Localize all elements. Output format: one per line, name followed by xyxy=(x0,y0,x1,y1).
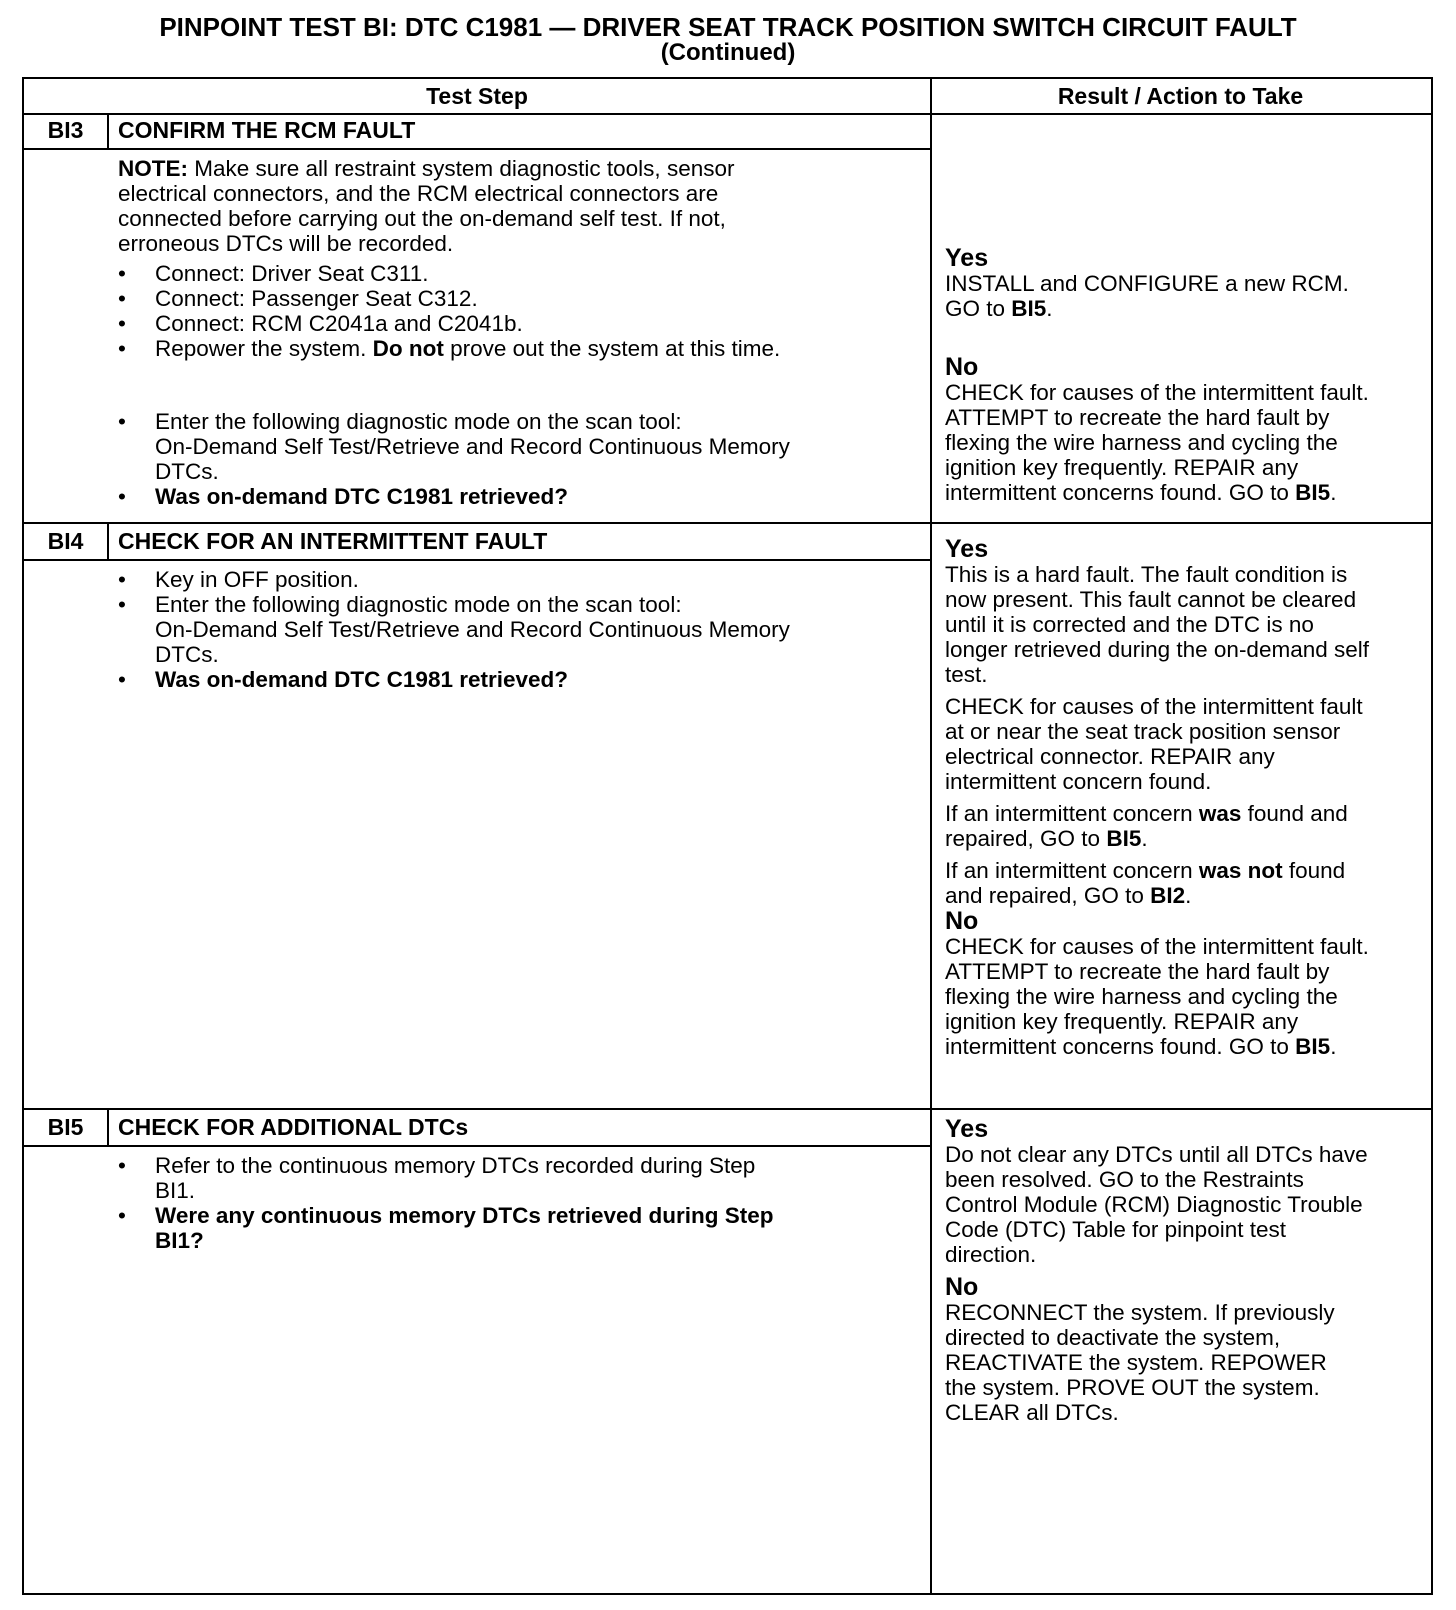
header-result-action: Result / Action to Take xyxy=(930,79,1431,115)
text-segment: prove out the system at this time. xyxy=(443,336,781,361)
result-heading xyxy=(945,908,1431,934)
text-segment: . xyxy=(1330,1034,1337,1059)
text-segment: Make sure all restraint system diagnostic tools, sensor electrical connectors, and the RCM electrical connectors are connected before carrying out the on-demand self test. If not, erroneous DTCs will be recorded. xyxy=(118,156,735,256)
step-bi4 xyxy=(24,524,1431,1110)
result-action-content xyxy=(945,1116,1431,1425)
bullet-item xyxy=(118,567,918,592)
text-segment: found and repaired, GO to xyxy=(945,801,1348,851)
step-title: CHECK FOR ADDITIONAL DTCs xyxy=(118,1114,469,1140)
paragraph xyxy=(945,934,1431,1059)
paragraph xyxy=(945,1300,1431,1425)
bullet-item xyxy=(118,592,918,667)
bullet-item xyxy=(118,286,918,311)
test-step-content xyxy=(118,1153,918,1253)
text-segment: Yes xyxy=(945,1115,989,1143)
page-subtitle: (Continued) xyxy=(660,39,796,66)
text-segment: . xyxy=(1330,480,1337,505)
text-segment: BI5 xyxy=(1295,480,1331,505)
result-action-content xyxy=(945,536,1431,1059)
text-segment: . xyxy=(1141,826,1148,851)
paragraph xyxy=(945,380,1431,505)
text-segment: BI5 xyxy=(1011,296,1047,321)
bullet-item xyxy=(118,311,918,336)
text-segment: If an intermittent concern xyxy=(945,858,1199,883)
result-heading xyxy=(945,354,1431,380)
step-title: CHECK FOR AN INTERMITTENT FAULT xyxy=(118,528,548,554)
paragraph xyxy=(945,1142,1431,1267)
text-segment: BI5 xyxy=(1295,1034,1331,1059)
result-heading xyxy=(945,536,1431,562)
paragraph xyxy=(945,694,1431,794)
spacer xyxy=(945,794,1431,801)
text-segment: CHECK for causes of the intermittent fault at or near the seat track position sensor electrical connector. REPAIR any intermittent concern found. xyxy=(945,694,1363,794)
text-segment: Was on-demand DTC C1981 retrieved? xyxy=(155,484,569,509)
text-segment: Was on-demand DTC C1981 retrieved? xyxy=(155,667,569,692)
spacer xyxy=(945,1267,1431,1274)
text-segment: Repower the system. xyxy=(155,336,373,361)
step-id: BI5 xyxy=(24,1110,109,1145)
text-segment: Enter the following diagnostic mode on the scan tool: On-Demand Self Test/Retrieve and Record Continuous Memory DTCs. xyxy=(155,409,790,484)
text-segment: Connect: Passenger Seat C312. xyxy=(155,286,478,311)
result-action-content xyxy=(945,245,1431,505)
bullet-item xyxy=(118,667,918,692)
spacer xyxy=(945,321,1431,354)
pinpoint-test-table xyxy=(22,77,1433,1595)
step-title-row xyxy=(24,524,930,561)
spacer xyxy=(945,687,1431,694)
text-segment: was not xyxy=(1198,858,1283,883)
page-title: PINPOINT TEST BI: DTC C1981 — DRIVER SEAT TRACK POSITION SWITCH CIRCUIT FAULT xyxy=(159,12,1297,42)
step-title: CONFIRM THE RCM FAULT xyxy=(118,117,416,143)
text-segment: INSTALL and CONFIGURE a new RCM. GO to xyxy=(945,271,1349,321)
text-segment: was xyxy=(1198,801,1242,826)
text-segment: NOTE: xyxy=(118,156,188,181)
spacer xyxy=(945,851,1431,858)
paragraph xyxy=(945,562,1431,687)
text-segment: No xyxy=(945,907,979,935)
result-heading xyxy=(945,1116,1431,1142)
text-segment: Refer to the continuous memory DTCs recorded during Step BI1. xyxy=(155,1153,756,1203)
step-bi3 xyxy=(24,113,1431,524)
text-segment: Connect: RCM C2041a and C2041b. xyxy=(155,311,523,336)
test-step-content xyxy=(118,567,918,692)
text-segment: CHECK for causes of the intermittent fault. ATTEMPT to recreate the hard fault by flexing the wire harness and cycling the ignition key frequently. REPAIR any intermittent concerns found. GO to xyxy=(945,934,1369,1059)
text-segment: No xyxy=(945,1273,979,1301)
text-segment: Yes xyxy=(945,535,989,563)
text-segment: No xyxy=(945,353,979,381)
step-id: BI3 xyxy=(24,113,109,148)
text-segment: BI5 xyxy=(1106,826,1142,851)
bullet-item xyxy=(118,484,918,509)
paragraph xyxy=(945,801,1431,851)
paragraph xyxy=(945,271,1431,321)
paragraph xyxy=(118,156,918,256)
text-segment: RECONNECT the system. If previously directed to deactivate the system, REACTIVATE the system. REPOWER the system. PROVE OUT the system. CLEAR all DTCs. xyxy=(945,1300,1335,1425)
bullet-item xyxy=(118,261,918,286)
test-step-content xyxy=(118,156,918,509)
text-segment: BI2 xyxy=(1150,883,1186,908)
text-segment: Do not clear any DTCs until all DTCs have been resolved. GO to the Restraints Control Module (RCM) Diagnostic Trouble Code (DTC) Table for pinpoint test direction. xyxy=(945,1142,1368,1267)
result-heading xyxy=(945,245,1431,271)
bullet-item xyxy=(118,336,918,361)
text-segment: . xyxy=(1046,296,1053,321)
paragraph xyxy=(945,858,1431,908)
step-bi5 xyxy=(24,1110,1431,1593)
bullet-item xyxy=(118,1203,918,1253)
text-segment: Connect: Driver Seat C311. xyxy=(155,261,429,286)
step-title-row xyxy=(24,113,930,150)
text-segment: . xyxy=(1185,883,1192,908)
text-segment: Do not xyxy=(372,336,444,361)
text-segment: This is a hard fault. The fault condition is now present. This fault cannot be cleared until it is corrected and the DTC is no longer retrieved during the on-demand self test. xyxy=(945,562,1370,687)
text-segment: CHECK for causes of the intermittent fault. ATTEMPT to recreate the hard fault by flexing the wire harness and cycling the ignition key frequently. REPAIR any intermittent concerns found. GO to xyxy=(945,380,1369,505)
text-segment: Yes xyxy=(945,244,989,272)
text-segment: Were any continuous memory DTCs retrieved during Step BI1? xyxy=(155,1203,774,1253)
bullet-item xyxy=(118,409,918,484)
spacer xyxy=(118,361,918,409)
text-segment: Enter the following diagnostic mode on the scan tool: On-Demand Self Test/Retrieve and Record Continuous Memory DTCs. xyxy=(155,592,790,667)
result-heading xyxy=(945,1274,1431,1300)
header-test-step: Test Step xyxy=(24,79,930,115)
text-segment: If an intermittent concern xyxy=(945,801,1199,826)
text-segment: Key in OFF position. xyxy=(155,567,359,592)
step-id: BI4 xyxy=(24,524,109,559)
step-title-row xyxy=(24,1110,930,1147)
text-segment: found and repaired, GO to xyxy=(945,858,1346,908)
bullet-item xyxy=(118,1153,918,1203)
